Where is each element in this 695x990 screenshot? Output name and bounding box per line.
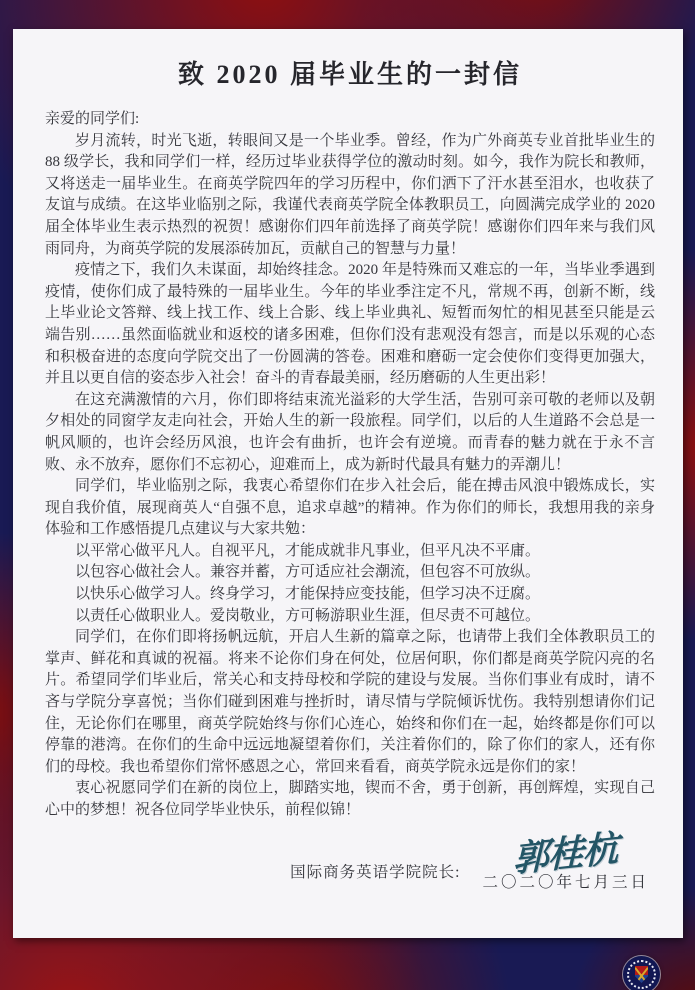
advice-line: 以快乐心做学习人。终身学习，才能保持应变技能，但学习决不迂腐。 xyxy=(75,586,541,603)
signature-column xyxy=(482,827,649,892)
crest-ring xyxy=(627,960,656,989)
advice-line: 以责任心做职业人。爱岗敬业，方可畅游职业生涯，但尽责不可越位。 xyxy=(75,607,541,624)
paragraph: 岁月流转，时光飞逝，转眼间又是一个毕业季。曾经，作为广外商英专业首批毕业生的 88 级学长，我和同学们一样，经历过毕业获得学位的激动时刻。如今，我作为院长和教师，又将送走一届毕业生。在商英学院四年的学习历程中，你们洒下了汗水甚至泪水，也收获了友谊与成绩。在这毕业临别之际，我谨代表商英学院全体教职员工，向圆满完成学业的 2020 届全体毕业生表示热烈的祝贺！感谢你们四年前选择了商英学院！感谢你们四年来与我们风雨同舟，为商英学院的发展添砖加瓦，贡献自己的智慧与力量！ xyxy=(45,132,655,257)
letter-page xyxy=(13,29,683,938)
signature-date: 二〇二〇年七月三日 xyxy=(482,873,649,891)
letter-body xyxy=(45,109,655,822)
handwritten-signature: 郭桂杭 xyxy=(513,827,618,880)
salutation: 亲爱的同学们: xyxy=(45,111,140,127)
signature-block xyxy=(45,827,655,892)
paragraph: 衷心祝愿同学们在新的岗位上，脚踏实地，锲而不舍，勇于创新，再创辉煌，实现自己心中的梦想！祝各位同学毕业快乐，前程似锦！ xyxy=(45,780,655,818)
paragraph: 同学们，在你们即将扬帆远航，开启人生新的篇章之际，也请带上我们全体教职员工的掌声、鲜花和真诚的祝福。将来不论你们身在何处，位居何职，你们都是商英学院闪亮的名片。希望同学们毕业后，常关心和支持母校和学院的建设与发展。当你们事业有成时，请不吝与学院分享喜悦；当你们碰到困难与挫折时，请尽情与学院倾诉忧伤。我特别想请你们记住，无论你们在哪里，商英学院始终与你们心连心，始终和你们在一起，始终都是你们可以停靠的港湾。在你们的生命中远远地凝望着你们，关注着你们的，除了你们的家人，还有你们的母校。我也希望你们常怀感恩之心，常回来看看，商英学院永远是你们的家！ xyxy=(45,629,655,775)
signer-role-label: 国际商务英语学院院长: xyxy=(290,863,461,881)
advice-line: 以包容心做社会人。兼容并蓄，方可适应社会潮流，但包容不可放纵。 xyxy=(75,564,541,581)
paragraph: 同学们，毕业临别之际，我衷心希望你们在步入社会后，能在搏击风浪中锻炼成长，实现自我价值，展现商英人“自强不息，追求卓越”的精神。作为你们的师长，我想用我的亲身体验和工作感悟提几点建议与大家共勉： xyxy=(45,478,655,538)
paragraph: 在这充满激情的六月，你们即将结束流光溢彩的大学生活，告别可亲可敬的老师以及朝夕相处的同窗学友走向社会，开始人生的新一段旅程。同学们，以后的人生道路不会总是一帆风顺的，也许会经历风浪，也许会有曲折，也许会有逆境。而青春的魅力就在于永不言败、永不放弃，愿你们不忘初心，迎难而上，成为新时代最具有魅力的弄潮儿！ xyxy=(45,391,655,473)
school-crest-icon xyxy=(623,956,660,990)
advice-line: 以平常心做平凡人。自视平凡，才能成就非凡事业，但平凡决不平庸。 xyxy=(75,542,541,559)
crest-shield xyxy=(635,966,648,983)
paragraph: 疫情之下，我们久未谋面，却始终挂念。2020 年是特殊而又难忘的一年，当毕业季遇到疫情，使你们成了最特殊的一届毕业生。今年的毕业季注定不凡，常规不再，创新不断，线上毕业论文答辩、线上找工作、线上合影、线上毕业典礼、短暂而匆忙的相见甚至只能是云端告别……虽然面临就业和返校的诸多困难，但你们没有悲观没有怨言，而是以乐观的心态和积极奋进的态度向学院交出了一份圆满的答卷。困难和磨砺一定会使你们变得更加强大，并且以更自信的姿态步入社会！奋斗的青春最美丽，经历磨砺的人生更出彩！ xyxy=(45,262,655,387)
page-title: 致 2020 届毕业生的一封信 xyxy=(177,60,522,89)
